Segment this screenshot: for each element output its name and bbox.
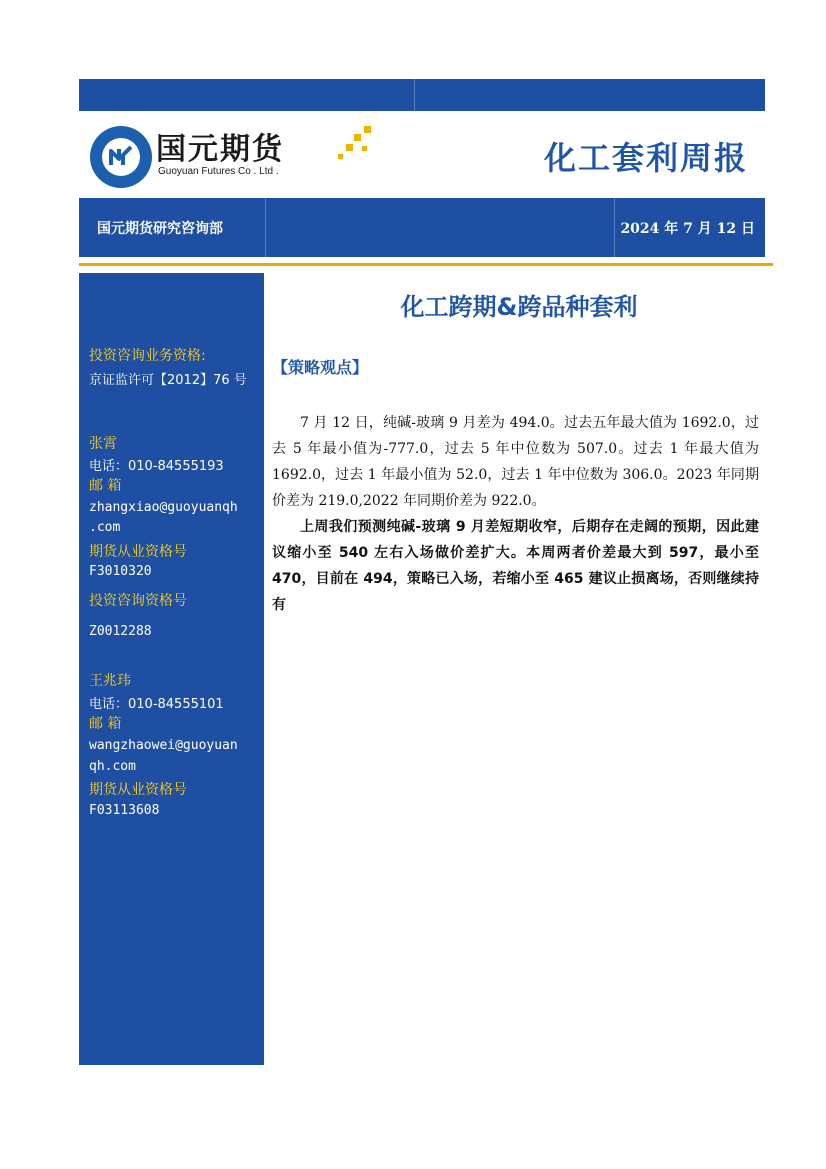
analyst-phone: 电话：010-84555101 <box>89 697 224 712</box>
logo-square-icon <box>338 154 343 159</box>
report-date: 2024 年 7 月 12 日 <box>620 221 755 237</box>
analyst-phone: 电话：010-84555193 <box>89 459 224 474</box>
banner-divider <box>414 79 415 111</box>
logo-square-icon <box>362 146 367 151</box>
department-name: 国元期货研究咨询部 <box>97 221 223 237</box>
analyst-email-cont: .com <box>89 520 121 535</box>
analyst-email: wangzhaowei@guoyuan <box>89 738 238 753</box>
department-bar <box>79 198 765 257</box>
section-heading: 【策略观点】 <box>272 358 369 377</box>
gold-divider <box>79 263 773 266</box>
futures-license-number: F03113608 <box>89 803 160 818</box>
qualification-label: 投资咨询业务资格: <box>89 348 206 364</box>
futures-license-number: F3010320 <box>89 564 152 579</box>
analyst-sidebar <box>79 273 264 1065</box>
analyst-email: zhangxiao@guoyuanqh <box>89 500 238 515</box>
consult-license-number: Z0012288 <box>89 624 152 639</box>
logo-emblem-icon <box>90 126 152 188</box>
analyst-email-cont: qh.com <box>89 759 136 774</box>
analyst-name: 王兆玮 <box>89 673 131 689</box>
top-banner <box>79 79 765 111</box>
logo-square-icon <box>364 126 371 133</box>
futures-license-label: 期货从业资格号 <box>89 782 187 798</box>
futures-license-label: 期货从业资格号 <box>89 544 187 560</box>
analyst-name: 张霄 <box>89 436 117 452</box>
logo-english-name: Guoyuan Futures Co . Ltd . <box>158 166 279 177</box>
logo-square-icon <box>354 134 361 141</box>
company-logo <box>88 122 388 192</box>
email-label: 邮 箱 <box>89 716 122 732</box>
consult-license-label: 投资咨询资格号 <box>89 593 187 609</box>
email-label: 邮 箱 <box>89 478 122 494</box>
strategy-paragraph: 上周我们预测纯碱-玻璃 9 月差短期收窄，后期存在走阔的预期，因此建议缩小至 540 左右入场做价差扩大。本周两者价差最大到 597，最小至 470，目前在 494，策略已入场，若缩小至 465 建议止损离场，否则继续持有 <box>272 519 759 613</box>
logo-chinese-name: 国元期货 <box>156 132 284 167</box>
license-number: 京证监许可【2012】76 号 <box>89 373 247 388</box>
main-heading: 化工跨期&跨品种套利 <box>400 293 638 321</box>
report-title: 化工套利周报 <box>543 139 748 177</box>
logo-square-icon <box>346 144 353 151</box>
spread-statistics-paragraph: 7 月 12 日，纯碱-玻璃 9 月差为 494.0。过去五年最大值为 1692.0，过去 5 年最小值为-777.0，过去 5 年中位数为 507.0。过去 1 年最大值为 1692.0，过去 1 年最小值为 52.0，过去 1 年中位数为 306.0。2023 年同期价差为 219.0,2022 年同期价差为 922.0。 <box>272 415 759 509</box>
